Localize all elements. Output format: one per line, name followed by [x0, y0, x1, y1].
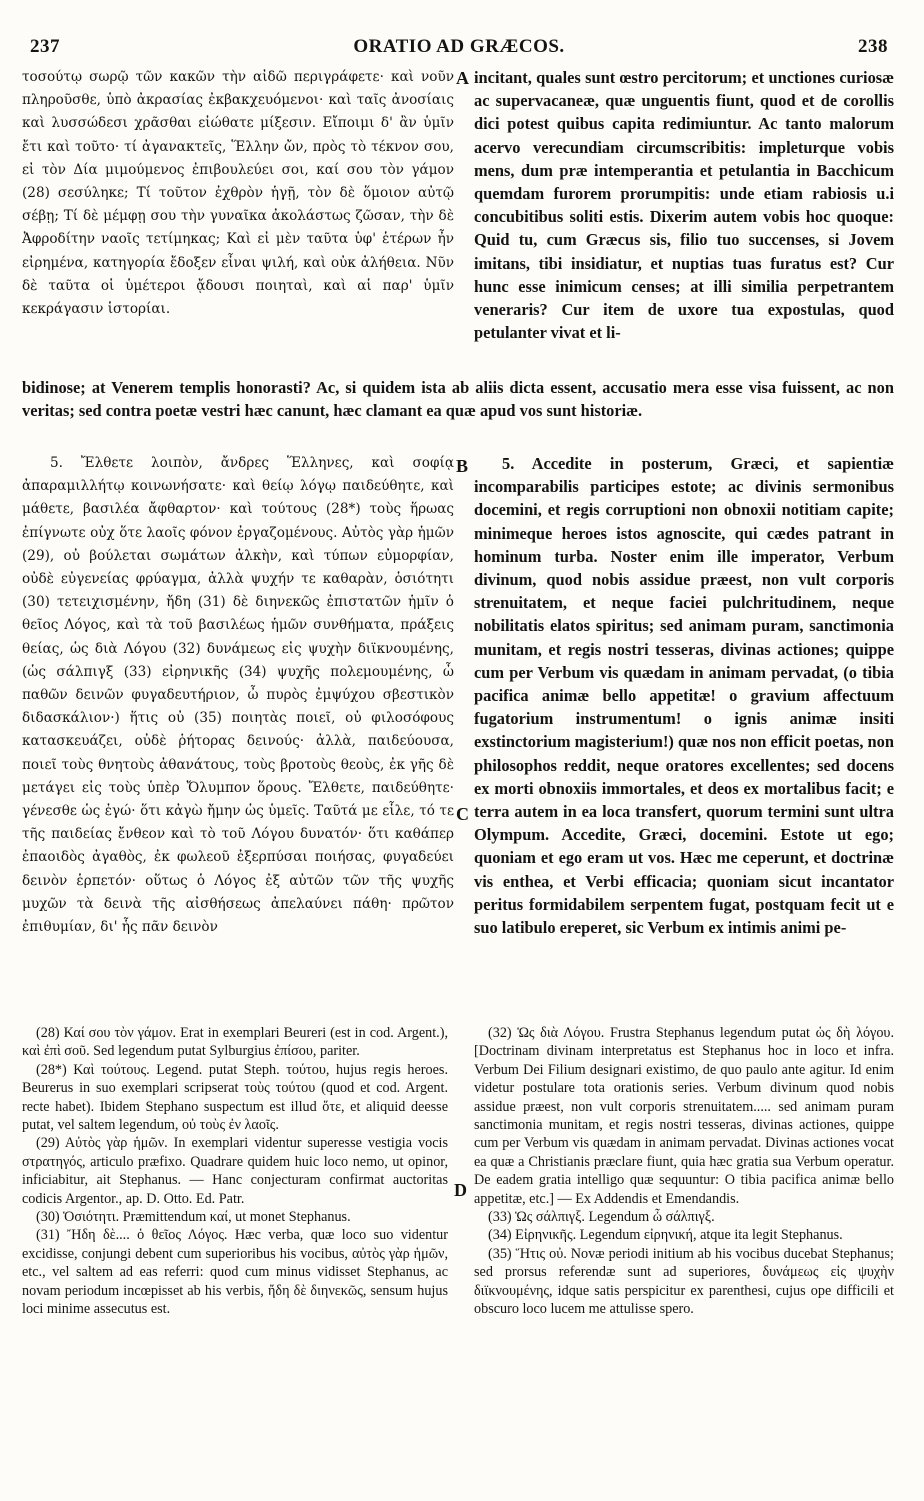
page-number-left: 237	[30, 36, 60, 57]
greek-section-5: 5. Ἔλθετε λοιπὸν, ἄνδρες Ἕλληνες, καὶ σοφίᾳ ἀπαραμιλλήτῳ κοινωνήσατε· καὶ θείῳ λόγῳ παιδεύθητε, καὶ μάθετε, βασιλέα ἄφθαρτον· καὶ τούτους (28*) τοὺς ἥρωας ἐπίγνωτε οὐχ ὅτε λαοῖς φόνον ἐργαζομένους. Αὐτὸς γὰρ ἡμῶν (29), οὐ βούλεται σωμάτων ἀλκὴν, καὶ τύπων εὐμορφίαν, οὐδὲ εὐγενείας φρύαγμα, ἀλλὰ ψυχήν τε καθαρὰν, ὁσιότητι (30) τετειχισμένην, ἤδη (31) δὲ διηνεκῶς ἐπιστατῶν ἡμῖν ὁ θεῖος Λόγος, καὶ τὰ τοῦ βασιλέως ἡμῶν συνθήματα, πράξεις θείας, ὡς διὰ Λόγου (32) δυνάμεως εἰς ψυχὴν διϊκνουμένης, (ὡς σάλπιγξ (33) εἰρηνικῆς (34) ψυχῆς πολεμουμένης, ὦ παθῶν δεινῶν φυγαδευτήριον, ὦ πυρὸς ἐμψύχου σβεστικὸν διδασκάλιον·) ἥτις οὐ (35) ποιητὰς ποιεῖ, οὐ φιλοσόφους κατασκευάζει, οὐδὲ ῥήτορας δεινούς· ἀλλὰ, παιδεύουσα, ποιεῖ τοὺς θνητοὺς ἀθανάτους, τοὺς βροτοὺς θεοὺς, ἐκ γῆς δὲ μετάγει εἰς τοὺς ὑπὲρ Ὄλυμπον ὅρους. Ἔλθετε, παιδεύθητε· γένεσθε ὡς ἐγώ· ὅτι κἀγὼ ἤμην ὡς ὑμεῖς. Ταῦτά με εἷλε, τό τε τῆς παιδείας ἔνθεον καὶ τὸ τοῦ Λόγου δυνατόν· ὅτι καθάπερ ἐπαοιδὸς ἀγαθὸς, ἐκ φωλεοῦ ἐξερπύσαι ποιήσας, φυγαδεύει δεινὸν ἑρπετόν· οὕτως ὁ Λόγος ἐξ αὐτῶν τῶν τῆς ψυχῆς μυχῶν τὰ δεινὰ τῆς αἰσθήσεως ἀπελαύνει πάθη· πρῶτον ἐπιθυμίαν, δι' ἧς πᾶν δεινὸν	[22, 455, 454, 936]
latin-paragraph-continued: bidinose; at Venerem templis honorasti? Ac, si quidem ista ab aliis dicta essent, accusatio mera esse visa fuissent, ac non veritas; sed contra poetæ vestri hæc canunt, hæc clamant ea quæ apud vos sunt historiæ.	[22, 378, 894, 421]
latin-column-top	[474, 66, 894, 372]
footnote-33: (33) Ὡς σάλπιγξ. Legendum ὦ σάλπιγξ.	[488, 1209, 715, 1226]
footnote-32: (32) Ὡς διὰ Λόγου. Frustra Stephanus legendum putat ὡς δὴ λόγου. [Doctrinam divinam interpretatus est Stephanus hoc in loco et infra. Verbum Dei Filium designari existimo, de quo paulo ante agitur. Id enim videtur postulare tota orationis series. Verbum divinum quod nobis assidue præest, non vult corporis strenuitatem..... sed animam puram sanctimonia munitam, et regis nostri tesseras, divinas actiones, quippe cum per Verbum vis quædam in animam pervadat. Divinas actiones vocat ea quæ a Christianis præclare fiunt, quia hæc gratia sua Verbum operatur. De eadem gratia intelligo quæ sequuntur: O tibia pacifica animæ bello appetitæ, etc.] — Ex Addendis et Emendandis.	[474, 1025, 894, 1207]
latin-section-5: 5. Accedite in posterum, Græci, et sapientiæ incomparabilis participes estote; ac divinis sermonibus docemini, et regis corruptioni non obnoxii notitiam capite; minimeque heroes istos agnoscite, qui cædes patrant in hominum turba. Noster enim ille imperator, Verbum divinum, quod nobis assidue præest, non vult corporis strenuitatem, et neque faciei pulchritudinem, neque nobilitatis elatos spiritus; sed animam puram, sanctimonia munitam, et regis nostri tesseras, divinas actiones; quippe cum per Verbum vis quædam in animam pervadat, (o tibia pacifica animæ bello appetitæ! o gravium affectuum fugatorium instrumentum! o ignis animæ insiti exstinctorium magisterium!) quæ nos non efficit poetas, non philosophos reddit, neque oratores excellentes; sed docens ex morti obnoxiis immortales, et deos ex mortalibus facit; e terra autem in ea loca transfert, quorum termini sunt ultra Olympum. Accedite, Græci, docemini. Estote ut ego; quoniam et ego eram ut vos. Hæc me ceperunt, et doctrinæ vis enthea, et Verbi efficacia; quoniam sicut incantator peritus formidabilem serpentem fugat, postquam fecit ut e suo latibulo ereperet, sic Verbum ex intimis animi pe-	[474, 454, 894, 938]
latin-fullwidth-text	[22, 376, 894, 448]
footnote-30: (30) Ὁσιότητι. Præmittendum καί, ut monet Stephanus.	[36, 1209, 351, 1226]
margin-letter-b: B	[456, 456, 469, 476]
latin-paragraph: incitant, quales sunt œstro percitorum; et unctiones curiosæ ac supervacaneæ, quæ unguentis fiunt, quod et de corollis dici potest quibus capita redimiuntur. Ac tanto malorum acervo verecundiam circumscribitis: impleturque vobis mens, dum præ intemperantia et petulantia in Bacchicum quemdam furorem prorumpitis: unde etiam rabiosis u.i concubitibus soliti estis. Dixerim autem vobis hoc quoque: Quid tu, cum Græcus sis, filio tuo succenses, si Jovem imitans, tibi insidiatur, et nuptias tuas furatus est? Cur hunc esse inimicum censes; at illi similia perpetrantem veneraris? Cur item de uxore tua expostulas, quod petulanter vivat et li-	[474, 68, 894, 343]
margin-letter-c: C	[456, 804, 469, 824]
greek-paragraph: τοσούτῳ σωρῷ τῶν κακῶν τὴν αἰδῶ περιγράφετε· καὶ νοῦν πληροῦσθε, ὑπὸ ἀκρασίας ἐκβακχευόμενοι· καὶ ταῖς ἀνοσίαις καὶ λυσσώδεσι χρᾶσθαι εἰώθατε μίξεσιν. Εἴποιμι δ' ἂν ὑμῖν ἔτι καὶ τοῦτο· τί ἀγανακτεῖς, Ἕλλην ὤν, πρὸς τὸ τέκνον σου, εἰ τὸν Δία μιμούμενος ἐπιβουλεύει σοι, καί σου τὸν γάμον (28) σεσύληκε; Τί τοῦτον ἐχθρὸν ἡγῇ, τὸν δὲ ὅμοιον αὐτῷ σέβῃ; Τί δὲ μέμφῃ σου τὴν γυναῖκα ἀκολάστως ζῶσαν, τὴν δὲ Ἀφροδίτην ναοῖς τετίμηκας; Καὶ εἰ μὲν ταῦτα ὑφ' ἑτέρων ἦν εἰρημένα, κατηγορία ἔδοξεν εἶναι ψιλή, καὶ οὐκ ἀλήθεια. Νῦν δὲ ταῦτα οἱ ὑμέτεροι ᾄδουσι ποιηταὶ, καὶ αἱ παρ' ὑμῖν κεκράγασιν ἱστορίαι.	[22, 69, 454, 318]
running-header	[30, 36, 888, 60]
footnote-31: (31) Ἤδη δὲ.... ὁ θεῖος Λόγος. Hæc verba, quæ loco suo videntur excidisse, conjungi debent cum superioribus his vocibus, αὐτὸς γὰρ ἡμῶν, etc., vel saltem ad eas referri: quod cum minus vidisset Stephanus, ac novam periodum incœpisset ab his verbis, ἤδη δὲ διηνεκῶς, sensum hujus loci minime assecutus est.	[22, 1227, 448, 1318]
footnotes-left	[22, 1024, 448, 1484]
latin-column-main	[474, 452, 894, 938]
footnote-29: (29) Αὐτὸς γὰρ ἡμῶν. In exemplari videntur superesse vestigia vocis στρατηγός, articulo præfixo. Quadrare quidem huic loco nemo, ut opinor, inficiabitur, ait Stephanus. — Hanc conjecturam confirmat auctoritas codicis Argentor., ap. D. Otto. Ed. Patr.	[22, 1135, 448, 1207]
footnotes-right	[474, 1024, 894, 1484]
footnote-28-star: (28*) Καὶ τούτους. Legend. putat Steph. τούτου, hujus regis heroes. Beurerus in suo exemplari scripserat τοὺς τούτου (quod et cod. Argent. recte habet). Ibidem Stephano suspectum est illud ὅτε, et aliquid deesse putat, vel saltem legendum, οὐ τοὺς ἐν λαοῖς.	[22, 1061, 448, 1134]
greek-column-top	[22, 66, 454, 372]
margin-letter-a: A	[456, 68, 469, 88]
margin-letter-d: D	[454, 1180, 467, 1200]
page-number-right: 238	[858, 36, 888, 57]
running-title: ORATIO AD GRÆCOS.	[353, 36, 565, 57]
greek-column-main	[22, 452, 454, 936]
footnote-35: (35) Ἥτις οὐ. Novæ periodi initium ab his vocibus ducebat Stephanus; sed prorsus referendæ sunt ad superiores, δυνάμεως εἰς ψυχὴν διϊκνουμένης, idque satis perspicitur ex parenthesi, cujus ope difficili et obscuro loco lucem me attulisse spero.	[474, 1245, 894, 1318]
footnote-28: (28) Καί σου τὸν γάμον. Erat in exemplari Beureri (est in cod. Argent.), καὶ ἐπὶ σοῦ. Sed legendum putat Sylburgius ἐπίσου, pariter.	[22, 1025, 448, 1060]
footnote-34: (34) Εἰρηνικῆς. Legendum εἰρηνική, atque ita legit Stephanus.	[488, 1227, 843, 1244]
